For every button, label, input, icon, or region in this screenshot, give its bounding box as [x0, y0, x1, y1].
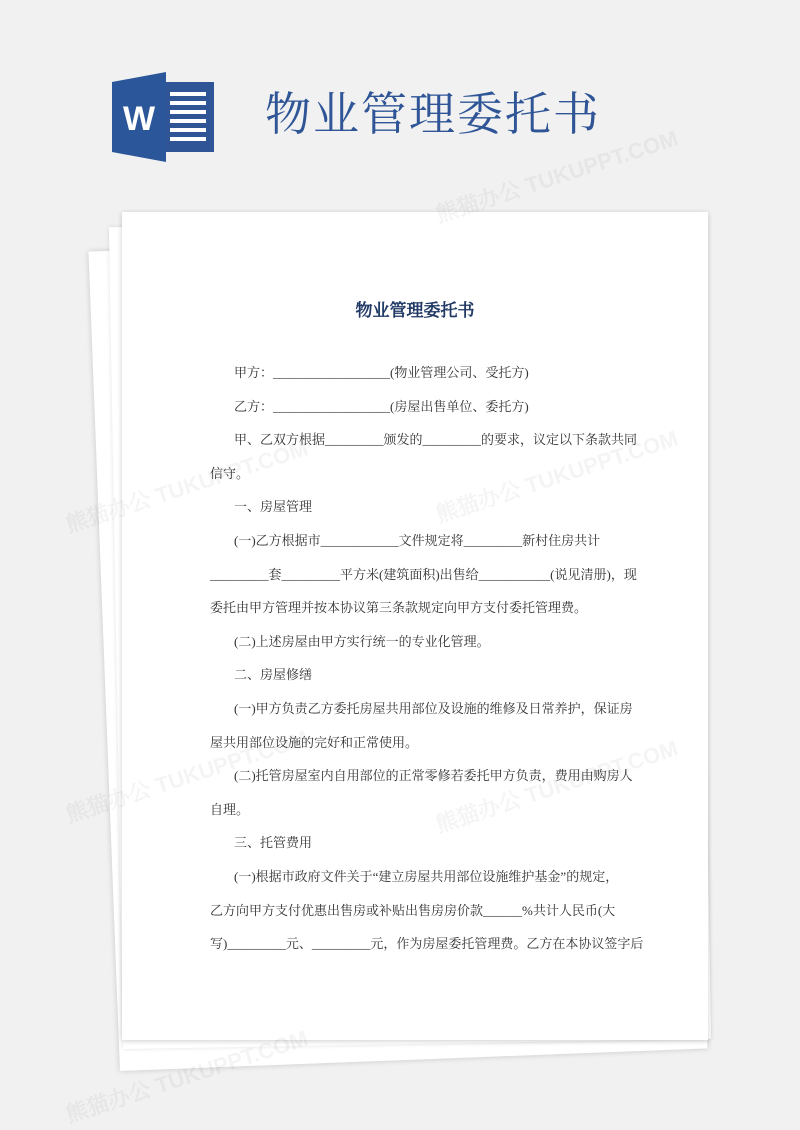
document-line: (一)根据市政府文件关于“建立房屋共用部位设施维护基金”的规定， [234, 868, 619, 884]
document-line: 乙方向甲方支付优惠出售房或补贴出售房房价款______%共计人民币(大 [210, 902, 616, 918]
document-line: 屋共用部位设施的完好和正常使用。 [210, 734, 419, 750]
header-title: 物业管理委托书 [265, 88, 601, 140]
document-body [210, 362, 644, 967]
document-line: 一、房屋管理 [234, 499, 313, 515]
document-line: 委托由甲方管理并按本协议第三条款规定向甲方支付委托管理费。 [210, 600, 588, 616]
word-document-icon [112, 72, 216, 162]
document-line: (一)甲方负责乙方委托房屋共用部位及设施的维修及日常养护，保证房 [234, 700, 633, 716]
document-line: 写)_________元、_________元，作为房屋委托管理费。乙方在本协议签字后 [210, 936, 644, 952]
document-line: (二)上述房屋由甲方实行统一的专业化管理。 [234, 633, 490, 649]
svg-text:W: W [122, 100, 156, 138]
document-line: 二、房屋修缮 [234, 667, 313, 683]
document-page [122, 212, 708, 1040]
document-line: 自理。 [210, 801, 250, 817]
document-line: 乙方：__________________(房屋出售单位、委托方) [234, 398, 529, 414]
document-line: (一)乙方根据市____________文件规定将_________新村住房共计 [234, 532, 601, 548]
document-line: 甲方：__________________(物业管理公司、受托方) [234, 365, 529, 380]
document-line: 信守。 [210, 465, 250, 481]
document-line: 三、托管费用 [234, 835, 313, 851]
document-line: 甲、乙双方根据_________颁发的_________的要求，议定以下条款共同 [234, 432, 638, 448]
document-line: _________套_________平方米(建筑面积)出售给___________(说见清册)，现 [210, 566, 637, 582]
document-line: (二)托管房屋室内自用部位的正常零修若委托甲方负责，费用由购房人 [234, 768, 633, 784]
document-title: 物业管理委托书 [355, 301, 475, 320]
